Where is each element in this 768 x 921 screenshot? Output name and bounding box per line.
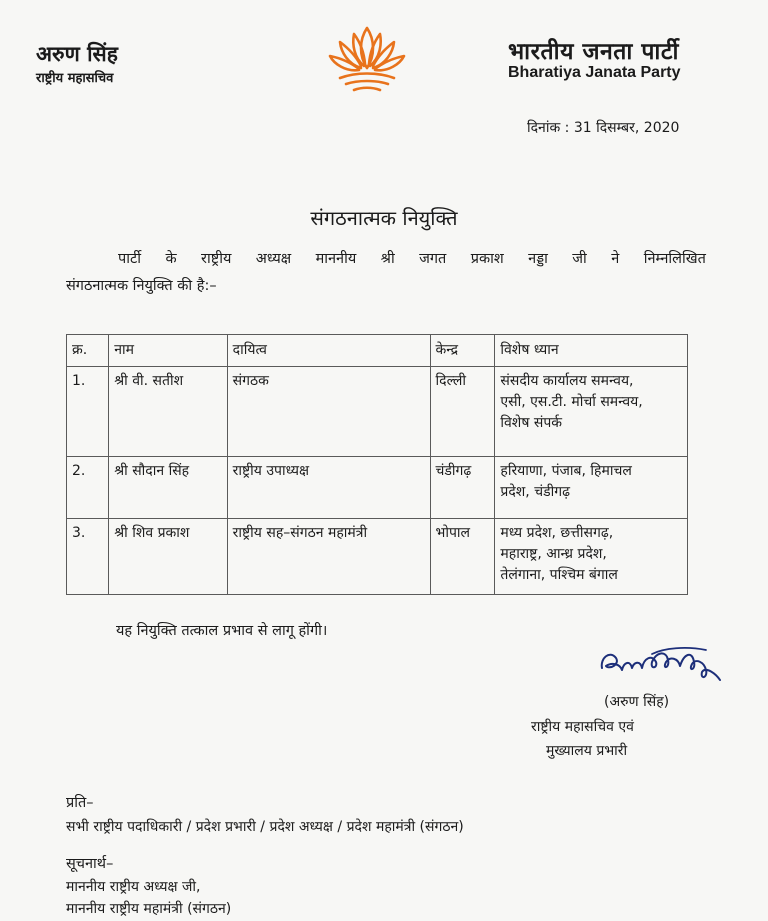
focus-line: संसदीय कार्यालय समन्वय, [500, 373, 634, 389]
focus-line: प्रदेश, चंडीगढ़ [500, 484, 570, 500]
cell-role: राष्ट्रीय उपाध्यक्ष [227, 457, 430, 519]
cell-focus [495, 519, 688, 595]
cell-focus [495, 457, 688, 519]
for-information-line: माननीय राष्ट्रीय महामंत्री (संगठन) [66, 901, 232, 917]
column-header-role: दायित्व [227, 335, 430, 367]
cell-center: दिल्ली [430, 367, 495, 457]
column-header-name: नाम [109, 335, 227, 367]
table-row [67, 519, 688, 595]
sender-name: अरुण सिंह [36, 42, 118, 66]
cell-role: संगठक [227, 367, 430, 457]
focus-line: महाराष्ट्र, आन्ध्र प्रदेश, [500, 546, 607, 562]
signatory-name: (अरुण सिंह) [604, 694, 670, 710]
table-row [67, 367, 688, 457]
handwritten-signature [596, 640, 724, 692]
intro-word: माननीय [315, 251, 357, 267]
sender-title: राष्ट्रीय महासचिव [36, 71, 114, 86]
signatory-title-line2: मुख्यालय प्रभारी [546, 743, 628, 759]
focus-line: एसी, एस.टी. मोर्चा समन्वय, [500, 394, 643, 410]
table-row [67, 457, 688, 519]
party-name-english: Bharatiya Janata Party [508, 64, 681, 81]
cell-focus [495, 367, 688, 457]
intro-word: पार्टी [118, 251, 142, 267]
intro-word: प्रकाश [470, 251, 504, 267]
intro-word: के [165, 251, 177, 267]
cell-sno: 1. [67, 367, 109, 457]
intro-word: श्री [380, 251, 395, 267]
cell-sno: 3. [67, 519, 109, 595]
column-header-center: केन्द्र [430, 335, 495, 367]
intro-word: अध्यक्ष [255, 251, 292, 267]
copy-to-label: प्रति– [66, 795, 94, 811]
letter-date: दिनांक : 31 दिसम्बर, 2020 [527, 120, 680, 136]
closing-statement: यह नियुक्ति तत्काल प्रभाव से लागू होंगी। [116, 623, 328, 639]
letter-heading: संगठनात्मक नियुक्ति [310, 206, 458, 230]
cell-role: राष्ट्रीय सह–संगठन महामंत्री [227, 519, 430, 595]
column-header-sno: क्र. [67, 335, 109, 367]
cell-name: श्री वी. सतीश [109, 367, 227, 457]
cell-center: चंडीगढ़ [430, 457, 495, 519]
appointment-table [66, 334, 688, 595]
cell-name: श्री शिव प्रकाश [109, 519, 227, 595]
intro-word: नड्डा [528, 251, 548, 267]
lotus-icon [326, 22, 408, 94]
table-header-row [67, 335, 688, 367]
focus-line: हरियाणा, पंजाब, हिमाचल [500, 463, 632, 479]
intro-line-1 [118, 248, 706, 268]
focus-line: विशेष संपर्क [500, 415, 563, 431]
for-information-line: माननीय राष्ट्रीय अध्यक्ष जी, [66, 879, 201, 895]
cell-sno: 2. [67, 457, 109, 519]
intro-word: निम्नलिखित [643, 251, 706, 267]
party-name-hindi: भारतीय जनता पार्टी [508, 39, 679, 65]
signatory-title-line1: राष्ट्रीय महासचिव एवं [531, 719, 634, 735]
intro-word: जी [572, 251, 587, 267]
for-information-label: सूचनार्थ– [66, 856, 114, 872]
focus-line: तेलंगाना, पश्चिम बंगाल [500, 567, 618, 583]
cell-center: भोपाल [430, 519, 495, 595]
intro-word: राष्ट्रीय [201, 251, 232, 267]
intro-line-2: संगठनात्मक नियुक्ति की है:– [66, 278, 217, 294]
column-header-focus: विशेष ध्यान [495, 335, 688, 367]
intro-word: जगत [419, 251, 447, 267]
intro-word: ने [611, 251, 620, 267]
copy-to-recipients: सभी राष्ट्रीय पदाधिकारी / प्रदेश प्रभारी / प्रदेश अध्यक्ष / प्रदेश महामंत्री (संगठन) [66, 819, 464, 835]
focus-line: मध्य प्रदेश, छत्तीसगढ़, [500, 525, 614, 541]
cell-name: श्री सौदान सिंह [109, 457, 227, 519]
